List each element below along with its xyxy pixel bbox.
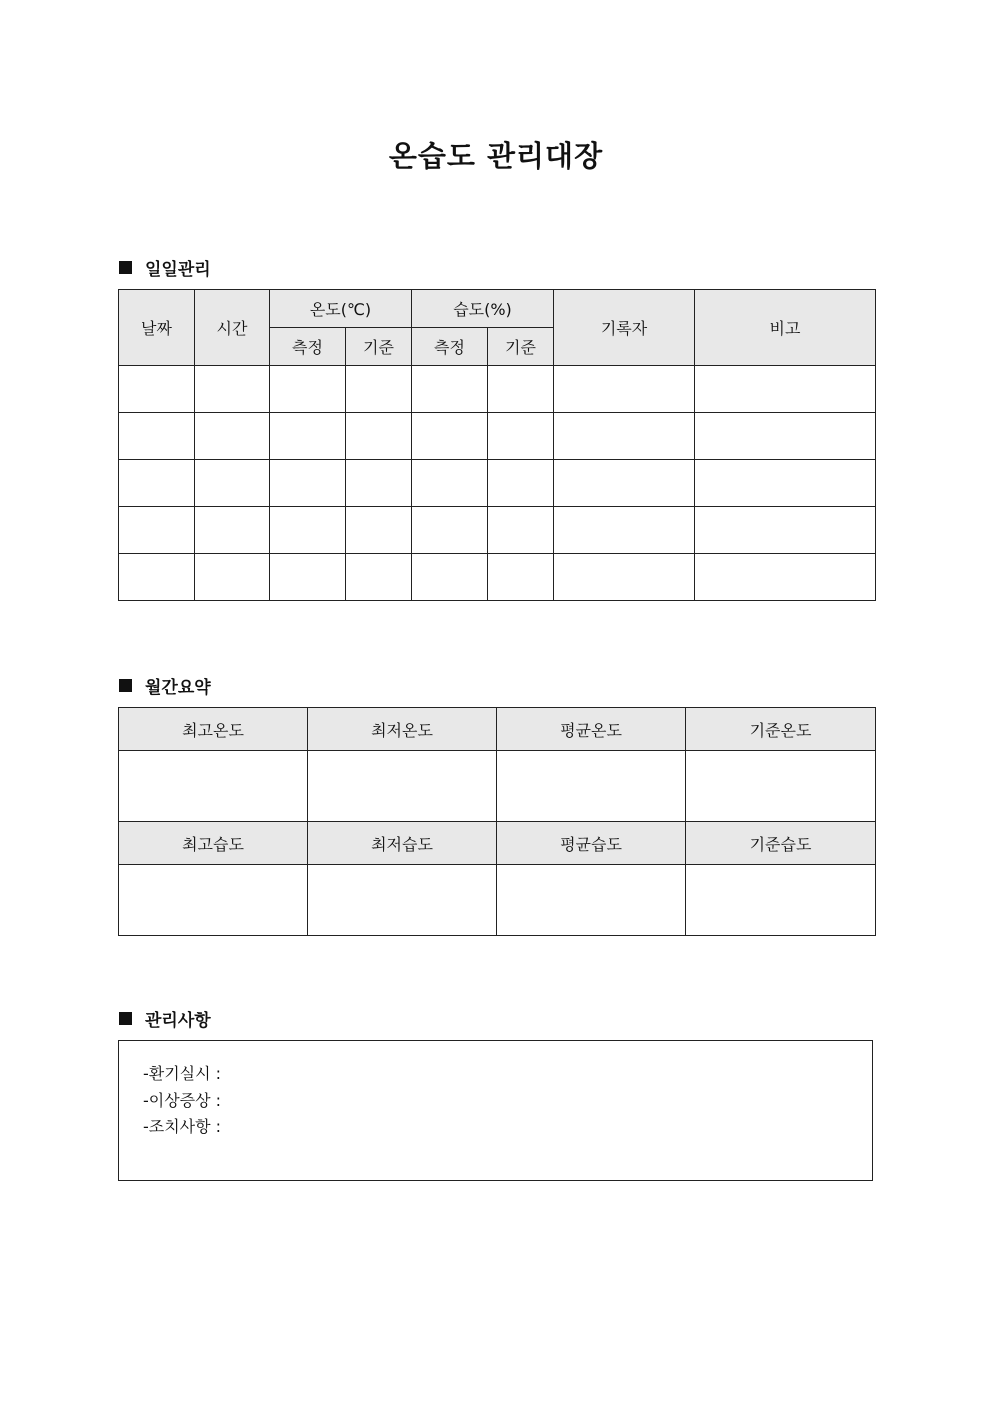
table-cell[interactable] xyxy=(346,460,412,507)
header-max-temp: 최고온도 xyxy=(119,708,308,751)
header-remarks: 비고 xyxy=(695,290,876,366)
table-cell[interactable] xyxy=(695,413,876,460)
table-cell[interactable] xyxy=(270,507,346,554)
min-temp-cell[interactable] xyxy=(308,751,497,822)
table-cell[interactable] xyxy=(554,366,695,413)
page-title: 온습도 관리대장 xyxy=(388,139,604,173)
square-bullet-icon xyxy=(119,1012,132,1025)
header-avg-temp: 평균온도 xyxy=(497,708,686,751)
header-recorder: 기록자 xyxy=(554,290,695,366)
section-management-heading xyxy=(119,1006,211,1031)
section-monthly-heading xyxy=(119,673,211,698)
table-cell[interactable] xyxy=(346,554,412,601)
table-cell[interactable] xyxy=(488,413,554,460)
header-humidity-measured: 측정 xyxy=(412,328,488,366)
header-min-temp: 최저온도 xyxy=(308,708,497,751)
table-row xyxy=(119,554,876,601)
header-temperature: 온도(℃) xyxy=(270,290,412,328)
table-cell[interactable] xyxy=(270,554,346,601)
max-humidity-cell[interactable] xyxy=(119,865,308,936)
daily-log-table xyxy=(118,289,876,601)
table-cell[interactable] xyxy=(695,507,876,554)
max-temp-cell[interactable] xyxy=(119,751,308,822)
header-temp-standard: 기준 xyxy=(346,328,412,366)
table-cell[interactable] xyxy=(412,507,488,554)
table-cell[interactable] xyxy=(488,554,554,601)
monthly-summary-table xyxy=(118,707,876,936)
avg-humidity-cell[interactable] xyxy=(497,865,686,936)
table-row xyxy=(119,460,876,507)
table-cell[interactable] xyxy=(270,366,346,413)
table-row xyxy=(119,507,876,554)
section-monthly-title: 월간요약 xyxy=(145,678,211,698)
header-max-humidity: 최고습도 xyxy=(119,822,308,865)
table-cell[interactable] xyxy=(488,507,554,554)
table-cell[interactable] xyxy=(554,460,695,507)
table-cell[interactable] xyxy=(119,460,195,507)
table-cell[interactable] xyxy=(346,507,412,554)
table-cell[interactable] xyxy=(488,366,554,413)
note-anomaly: -이상증상 : xyxy=(143,1090,222,1110)
square-bullet-icon xyxy=(119,261,132,274)
note-action: -조치사항 : xyxy=(143,1117,222,1136)
min-humidity-cell[interactable] xyxy=(308,865,497,936)
section-daily-heading xyxy=(119,255,211,280)
table-row xyxy=(119,366,876,413)
table-cell[interactable] xyxy=(412,554,488,601)
table-cell[interactable] xyxy=(270,460,346,507)
table-cell[interactable] xyxy=(488,460,554,507)
header-standard-temp: 기준온도 xyxy=(686,708,876,751)
header-min-humidity: 최저습도 xyxy=(308,822,497,865)
standard-humidity-cell[interactable] xyxy=(686,865,876,936)
management-notes-box[interactable] xyxy=(118,1040,873,1181)
header-date: 날짜 xyxy=(119,290,195,366)
table-cell[interactable] xyxy=(695,460,876,507)
table-cell[interactable] xyxy=(195,507,270,554)
table-cell[interactable] xyxy=(195,554,270,601)
header-humidity: 습도(%) xyxy=(412,290,554,328)
table-cell[interactable] xyxy=(554,413,695,460)
header-standard-humidity: 기준습도 xyxy=(686,822,876,865)
note-ventilation: -환기실시 : xyxy=(143,1064,222,1083)
header-time: 시간 xyxy=(195,290,270,366)
avg-temp-cell[interactable] xyxy=(497,751,686,822)
table-cell[interactable] xyxy=(119,507,195,554)
section-daily-title: 일일관리 xyxy=(145,260,211,280)
square-bullet-icon xyxy=(119,679,132,692)
section-management-title: 관리사항 xyxy=(145,1011,211,1031)
table-cell[interactable] xyxy=(346,413,412,460)
table-cell[interactable] xyxy=(412,460,488,507)
table-cell[interactable] xyxy=(554,554,695,601)
table-cell[interactable] xyxy=(195,460,270,507)
table-cell[interactable] xyxy=(412,366,488,413)
header-humidity-standard: 기준 xyxy=(488,328,554,366)
table-cell[interactable] xyxy=(412,413,488,460)
table-cell[interactable] xyxy=(119,413,195,460)
table-cell[interactable] xyxy=(195,413,270,460)
header-avg-humidity: 평균습도 xyxy=(497,822,686,865)
table-cell[interactable] xyxy=(270,413,346,460)
standard-temp-cell[interactable] xyxy=(686,751,876,822)
table-cell[interactable] xyxy=(695,554,876,601)
table-cell[interactable] xyxy=(119,554,195,601)
table-cell[interactable] xyxy=(119,366,195,413)
table-cell[interactable] xyxy=(554,507,695,554)
table-cell[interactable] xyxy=(346,366,412,413)
table-cell[interactable] xyxy=(195,366,270,413)
header-temp-measured: 측정 xyxy=(270,328,346,366)
table-cell[interactable] xyxy=(695,366,876,413)
table-row xyxy=(119,413,876,460)
